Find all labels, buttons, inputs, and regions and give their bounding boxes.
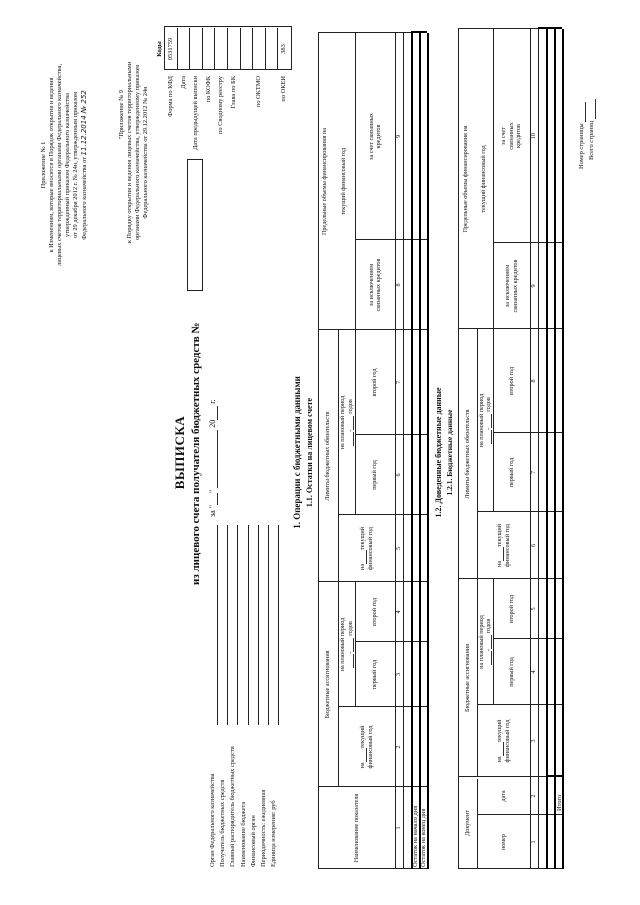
table-rule [538, 29, 539, 869]
org-field-label: Единица измерения: руб [270, 800, 278, 867]
planning-year-to-blank[interactable] [485, 635, 492, 652]
codes-row-value[interactable]: 0531759 [167, 37, 174, 61]
header-planning-period [477, 579, 493, 705]
column-number: 9 [530, 284, 538, 288]
date-month-blank[interactable] [211, 430, 218, 488]
total-pages-label: Всего страниц [588, 120, 595, 160]
appendix-1-line: Приложение № 1 [40, 141, 47, 189]
header-current-year-cell [338, 707, 395, 787]
table-rule [419, 33, 421, 869]
table-rule [202, 28, 203, 70]
planning-year-to-blank[interactable] [485, 414, 492, 428]
header-current-fy: текущий финансовый год [479, 145, 487, 213]
header-planning-period [477, 329, 493, 512]
date-g-label: г. [208, 399, 217, 404]
codes-row-label: по КОФК [204, 76, 212, 103]
title-vypiska: ВЫПИСКА [172, 415, 187, 490]
table-rule [189, 28, 190, 70]
codes-box [164, 26, 292, 70]
codes-row-label: по ОКТМО [255, 76, 263, 108]
appendix-9-title: "Приложение № 9 [118, 90, 125, 140]
table-rule [237, 525, 238, 725]
header-second-year: второй год [507, 367, 515, 395]
header-on-current [496, 720, 503, 763]
column-number: 4 [395, 610, 403, 614]
appendix-1-block [40, 35, 89, 295]
handwritten-date-number: 11.12.2014 № 252 [80, 90, 88, 156]
page-number-blank[interactable] [579, 102, 586, 122]
header-current-year-cell [477, 705, 530, 777]
appendix-9-block [118, 30, 150, 275]
header-planning-period [338, 330, 355, 515]
header-planning-years [347, 621, 354, 668]
codes-row-label: Дата [179, 76, 187, 89]
header-second-year: второй год [371, 368, 379, 397]
section-1-2-1-title: 1.2.1. Бюджетные данные [445, 409, 454, 496]
column-number: 2 [530, 794, 538, 798]
section-1-title: 1. Операции с бюджетными данными [292, 376, 302, 529]
table-rule [554, 29, 556, 869]
column-number: 5 [530, 607, 538, 611]
column-number: 5 [395, 546, 403, 551]
table-rule [546, 775, 562, 777]
table-rule [177, 28, 178, 70]
header-doc-number: номер [499, 833, 507, 851]
header-planning-years [485, 619, 492, 666]
table-rule [258, 525, 259, 725]
planning-dash: - [346, 429, 354, 432]
header-second-year: второй год [507, 595, 515, 623]
header-planning-label: на плановый период [477, 615, 485, 669]
codes-row-label: по Сводному реестру [217, 76, 225, 135]
header-on: на [496, 560, 504, 567]
table-rule [411, 31, 427, 33]
org-field-label: Главный распорядитель бюджетных средств [229, 746, 237, 867]
planning-year-from-blank[interactable] [346, 429, 354, 446]
header-fin-year: финансовый год [503, 524, 511, 567]
planning-dash: - [485, 427, 492, 430]
header-financing-limits: Предельные объемы финансирования на [462, 125, 470, 233]
planning-year-to-blank[interactable] [347, 416, 354, 430]
table-rule [217, 525, 218, 725]
header-planning-years [485, 397, 492, 444]
appendix-1-date-label: Федерального казначейства от [81, 157, 88, 240]
table-rule [277, 28, 278, 70]
header-financing-limits: Предельные объемы финансирования на [321, 127, 329, 236]
header-planning-years [347, 399, 354, 446]
header-on-current [359, 726, 366, 769]
appendix-9-line: органами Федерального казначейства, утвержденному приказом [134, 64, 141, 241]
header-budget-assignments: Бюджетные ассигнования [324, 650, 332, 719]
planning-dash: - [346, 651, 354, 654]
appendix-1-line: от 29 декабря 2012 г. № 24н, утвержденным приказом [72, 91, 79, 239]
header-first-year: первый год [507, 457, 515, 488]
column-number: 2 [395, 745, 403, 749]
planning-years-label: годов [346, 621, 354, 636]
header-budget-limits: Лимиты бюджетных обязательств [324, 411, 332, 501]
header-year-blank[interactable] [497, 742, 504, 756]
header-year-blank[interactable] [360, 748, 367, 762]
appendix-1-line: лицевых счетов территориальными органами Федерального казначейства, [56, 64, 63, 266]
table-rule [268, 525, 269, 725]
header-fin-year: финансовый год [366, 725, 374, 769]
header-linked-credits: за счет связанных кредитов [367, 113, 382, 160]
column-number: 3 [530, 739, 538, 743]
table-rule [411, 33, 413, 869]
codes-row-label: Форма по КФД [167, 76, 174, 117]
header-current-year-cell [477, 512, 530, 579]
header-excl-credits: за исключением связанных кредитов [504, 259, 519, 313]
header-planning-period [338, 582, 355, 707]
org-field-label: Финансовый орган [249, 815, 257, 867]
header-planning-label: на плановый период [339, 395, 347, 450]
table-rule [227, 28, 228, 70]
header-on: на [359, 762, 367, 769]
column-number: 7 [395, 380, 403, 385]
table-rule [214, 28, 215, 70]
column-number: 8 [395, 283, 403, 287]
header-current-fy: текущий финансовый год [339, 147, 347, 216]
appendix-1-line: к Изменениям, которые вносятся в Порядок открытия и ведения [48, 77, 55, 253]
table-rule [227, 525, 228, 725]
org-field-label: Периодичность: ежедневная [260, 789, 267, 867]
header-planning-label: на плановый период [339, 617, 347, 672]
planning-year-from-blank[interactable] [346, 651, 354, 668]
codes-row-value[interactable]: 383 [280, 44, 288, 54]
header-first-year: первый год [507, 657, 515, 687]
column-number: 3 [395, 672, 403, 677]
section-1-1-title: 1.1. Остатки на лицевом счете [305, 397, 314, 508]
total-row-label: Итого [556, 794, 563, 811]
table-rule [546, 29, 548, 869]
planning-year-from-blank[interactable] [485, 427, 492, 444]
header-current: текущий [359, 725, 367, 749]
column-number: 8 [530, 379, 538, 383]
page-number-label: Номер страницы [578, 123, 585, 169]
column-number: 9 [395, 134, 403, 139]
header-excl-credits: за исключением связанных кредитов [367, 258, 382, 312]
table-rule [278, 525, 279, 725]
org-field-label: Наименование бюджета [239, 801, 247, 867]
header-doc-date: дата [499, 790, 507, 802]
header-on: на [359, 563, 367, 570]
balance-row-label: Остаток на начало дня [412, 805, 419, 867]
date-year-prefix: 20 [208, 419, 217, 428]
header-fin-year: финансовый год [366, 527, 374, 570]
appendix-9-line: к Порядку открытия и ведения лицевых счетов территориальными [126, 61, 133, 244]
table-rule [252, 28, 253, 70]
codes-row-label: Дата предыдущей выписки [192, 76, 200, 150]
header-fin-year: финансовый год [503, 719, 511, 763]
header-budget-limits: Лимиты бюджетных обязательств [463, 409, 471, 499]
org-field-label: Получатель бюджетных средств [219, 779, 227, 867]
header-indicator-name: Наименование показателя [352, 793, 360, 863]
date-quote: " [208, 489, 217, 494]
table-rule [265, 28, 266, 70]
section-1-2-title: 1.2. Доведенные бюджетные данные [434, 387, 443, 518]
table-rule [248, 525, 249, 725]
org-field-label: Орган Федерального казначейства [209, 773, 216, 867]
planning-years-label: годов [346, 399, 354, 414]
header-current-year-cell [338, 515, 395, 582]
column-number: 10 [530, 132, 538, 140]
planning-dash: - [485, 649, 492, 652]
planning-year-to-blank[interactable] [347, 638, 354, 652]
appendix-9-line: Федерального казначейства от 29.12.2012 № 24н [142, 86, 149, 219]
table-rule [427, 33, 429, 869]
header-second-year: второй год [371, 598, 379, 626]
title-date-line [208, 399, 218, 517]
header-current: текущий [496, 524, 504, 547]
header-planning-label: на плановый период [477, 393, 485, 448]
total-pages-blank[interactable] [589, 99, 596, 119]
header-document: Документ [463, 810, 471, 836]
header-budget-assignments: Бюджетные ассигнования [463, 644, 471, 712]
header-current: текущий [359, 527, 367, 550]
header-linked-credits: за счет связанных кредитов [500, 122, 523, 150]
table-rule [538, 27, 562, 29]
header-on: на [496, 756, 504, 763]
header-on-current [496, 524, 503, 567]
date-year-blank[interactable] [211, 406, 218, 420]
header-first-year: первый год [371, 460, 379, 490]
codes-row-label: Глава по БК [230, 76, 237, 109]
codes-row-label: по ОКЕИ [280, 76, 288, 102]
table-rule [240, 28, 241, 70]
column-number: 1 [395, 826, 403, 830]
header-current: текущий [496, 719, 504, 743]
planning-years-label: годов [485, 397, 492, 412]
header-year-blank[interactable] [497, 547, 504, 561]
planning-year-from-blank[interactable] [485, 651, 492, 665]
header-year-blank[interactable] [360, 550, 367, 564]
table-rule [562, 29, 564, 869]
balance-row-label: Остаток на конец дня [420, 808, 427, 867]
column-number: 4 [530, 670, 538, 674]
date-day-blank[interactable] [211, 493, 218, 505]
footer-page-number-row [578, 102, 586, 169]
column-number: 1 [530, 840, 538, 844]
codes-header: Коды [156, 41, 163, 57]
footer-total-pages-row [588, 99, 596, 160]
appendix-1-line: утвержденный приказом Федерального казначейства [64, 93, 71, 237]
column-number: 6 [395, 473, 403, 477]
appendix-1-line [80, 35, 89, 295]
table-rule [403, 33, 404, 869]
date-za-label: за " [208, 505, 217, 517]
header-first-year: первый год [371, 659, 379, 690]
header-on-current [359, 527, 366, 570]
title-account-label: из лицевого счета получателя бюджетных средств № [190, 322, 202, 585]
column-number: 6 [530, 543, 538, 548]
planning-years-label: годов [485, 618, 492, 634]
column-number: 7 [530, 470, 538, 475]
